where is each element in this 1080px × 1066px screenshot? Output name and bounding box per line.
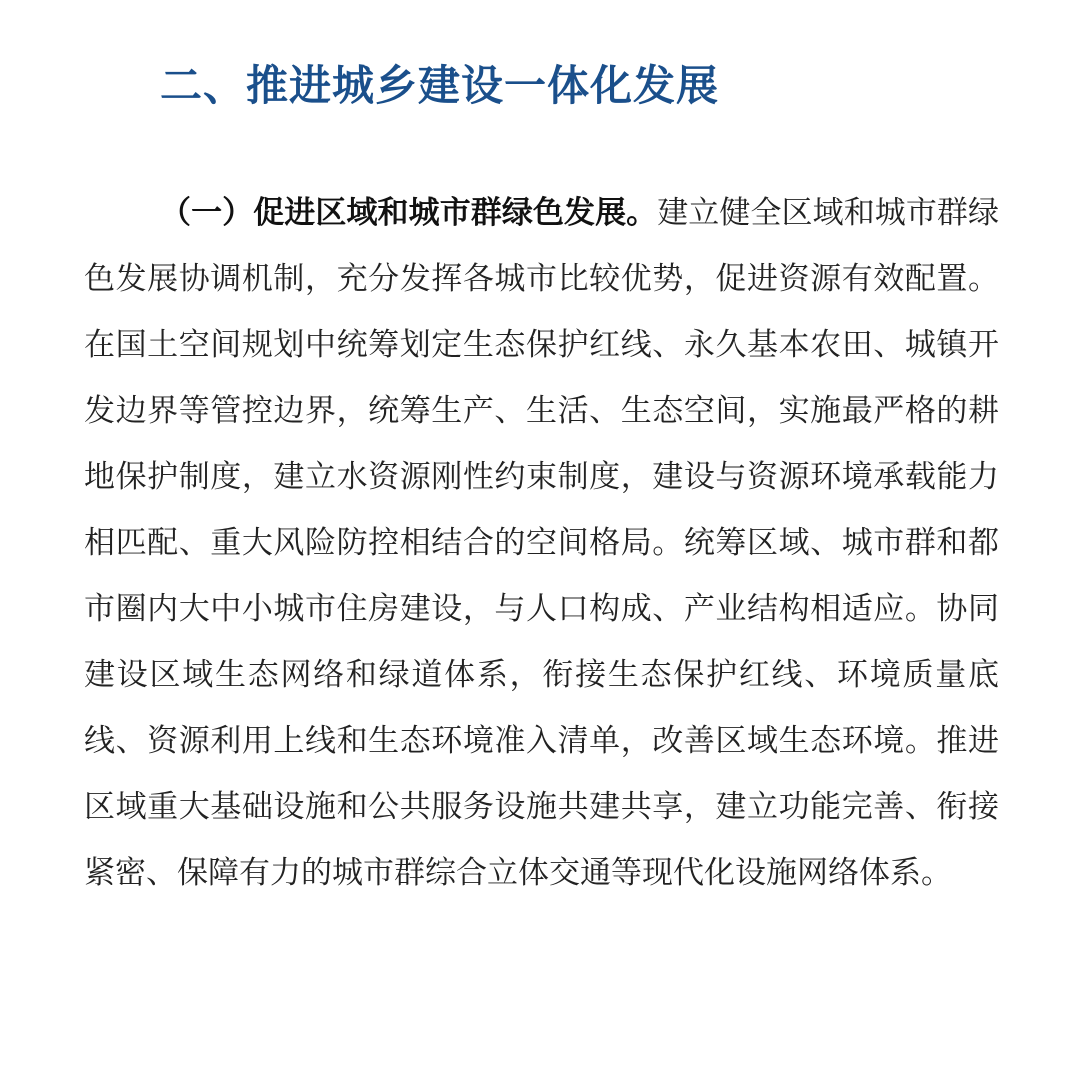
paragraph-body-text: 建立健全区域和城市群绿色发展协调机制，充分发挥各城市比较优势，促进资源有效配置。在国土空间规划中统筹划定生态保护红线、永久基本农田、城镇开发边界等管控边界，统筹生产、生活、生态空间，实施最严格的耕地保护制度，建立水资源刚性约束制度，建设与资源环境承载能力相匹配、重大风险防控相结合的空间格局。统筹区域、城市群和都市圈内大中小城市住房建设，与人口构成、产业结构相适应。协同建设区域生态网络和绿道体系，衔接生态保护红线、环境质量底线、资源利用上线和生态环境准入清单，改善区域生态环境。推进区域重大基础设施和公共服务设施共建共享，建立功能完善、衔接紧密、保障有力的城市群综合立体交通等现代化设施网络体系。	[84, 195, 1000, 891]
paragraph-lead-heading: （一）促进区域和城市群绿色发展。	[160, 195, 658, 231]
section-title: 二、推进城乡建设一体化发展	[160, 61, 720, 110]
body-paragraph	[84, 180, 999, 906]
